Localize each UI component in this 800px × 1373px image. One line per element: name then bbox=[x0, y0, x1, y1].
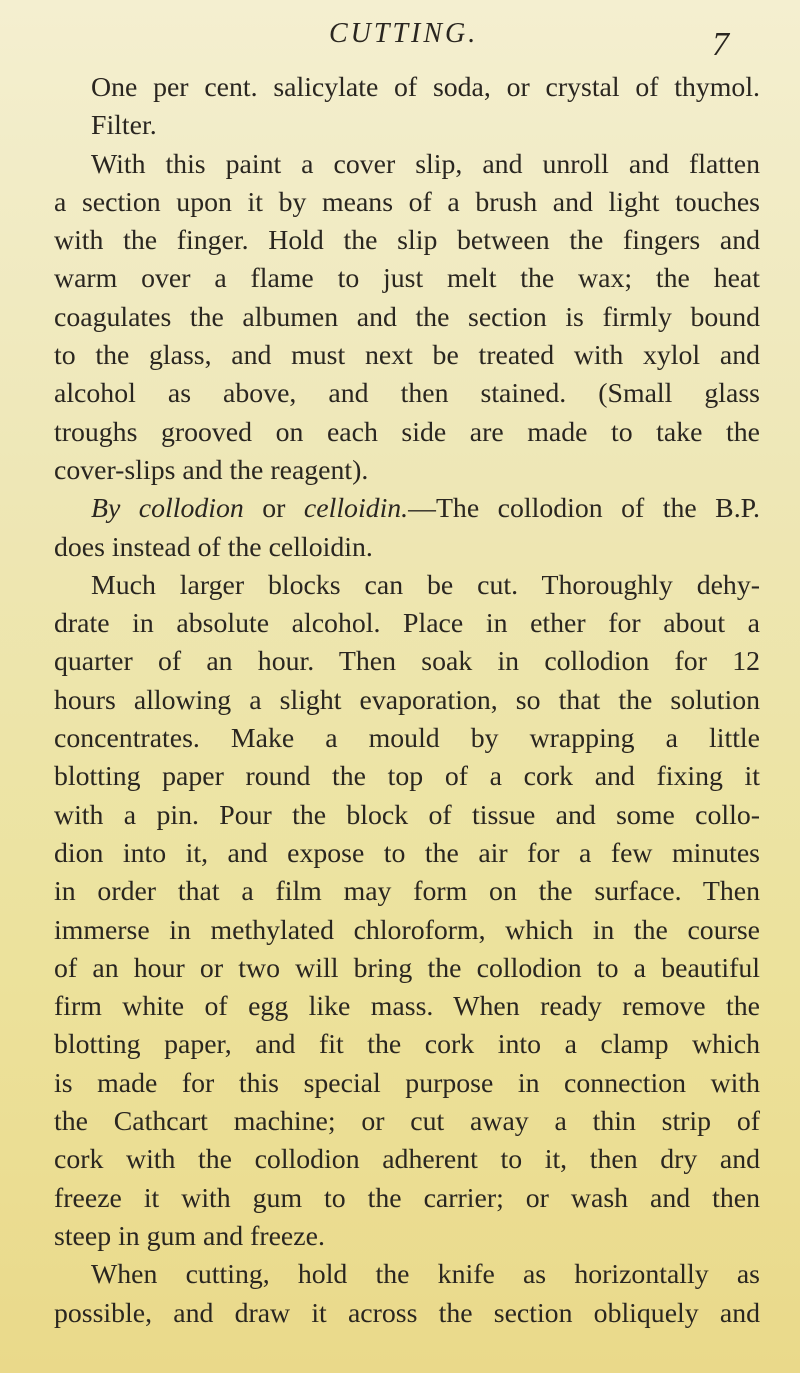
text-line: troughs grooved on each side are made to take the bbox=[54, 416, 760, 448]
text-line: Filter. bbox=[91, 110, 157, 142]
text-line: cover-slips and the reagent). bbox=[54, 454, 369, 486]
running-head bbox=[54, 0, 760, 63]
text-line: does instead of the celloidin. bbox=[54, 531, 373, 563]
text-line: firm white of egg like mass. When ready remove the bbox=[54, 991, 760, 1023]
text-line: a section upon it by means of a brush and light touches bbox=[54, 186, 760, 218]
text-line: drate in absolute alcohol. Place in ether for about a bbox=[54, 608, 760, 640]
text-line: freeze it with gum to the carrier; or wash and then bbox=[54, 1182, 760, 1214]
text-line: One per cent. salicylate of soda, or crystal of thymol. bbox=[91, 72, 760, 103]
text-line: With this paint a cover slip, and unroll and flatten bbox=[91, 148, 760, 180]
text-line: quarter of an hour. Then soak in collodion for 12 bbox=[54, 646, 760, 678]
text-line: possible, and draw it across the section obliquely and bbox=[54, 1297, 760, 1329]
book-page bbox=[54, 0, 760, 1333]
text-line: alcohol as above, and then stained. (Small glass bbox=[54, 378, 760, 410]
connector-text: or bbox=[243, 493, 304, 525]
text-line: blotting paper, and fit the cork into a clamp which bbox=[54, 1029, 760, 1061]
text-line: warm over a flame to just melt the wax; the heat bbox=[54, 263, 760, 295]
italic-heading: celloidin. bbox=[303, 493, 409, 525]
text-line: steep in gum and freeze. bbox=[54, 1220, 325, 1252]
text-line: with a pin. Pour the block of tissue and some collo- bbox=[54, 799, 760, 831]
text-line: Much larger blocks can be cut. Thoroughly dehy- bbox=[91, 569, 760, 601]
text-line: When cutting, hold the knife as horizontally as bbox=[91, 1259, 760, 1291]
text-line: is made for this special purpose in connection with bbox=[54, 1067, 760, 1099]
text-line: hours allowing a slight evaporation, so that the solution bbox=[54, 684, 760, 716]
text-line bbox=[54, 490, 760, 528]
italic-heading: By collodion bbox=[91, 493, 244, 525]
text-line: dion into it, and expose to the air for a few minutes bbox=[54, 837, 760, 869]
page-number: 7 bbox=[712, 26, 729, 63]
body-text bbox=[54, 69, 760, 1333]
text-line: blotting paper round the top of a cork and fixing it bbox=[54, 761, 760, 793]
text-line: with the finger. Hold the slip between the fingers and bbox=[54, 225, 760, 257]
text-line: in order that a film may form on the surface. Then bbox=[54, 876, 760, 908]
line-text: —The collodion of the B.P. bbox=[408, 493, 760, 525]
text-line: to the glass, and must next be treated with xylol and bbox=[54, 340, 760, 372]
text-line: of an hour or two will bring the collodion to a beautiful bbox=[54, 952, 760, 984]
text-line: immerse in methylated chloroform, which in the course bbox=[54, 914, 760, 946]
text-line: the Cathcart machine; or cut away a thin strip of bbox=[54, 1106, 760, 1138]
text-line: cork with the collodion adherent to it, then dry and bbox=[54, 1144, 760, 1176]
running-head-title: CUTTING. bbox=[329, 18, 479, 49]
text-line: concentrates. Make a mould by wrapping a little bbox=[54, 723, 760, 755]
text-line: coagulates the albumen and the section is firmly bound bbox=[54, 301, 760, 333]
